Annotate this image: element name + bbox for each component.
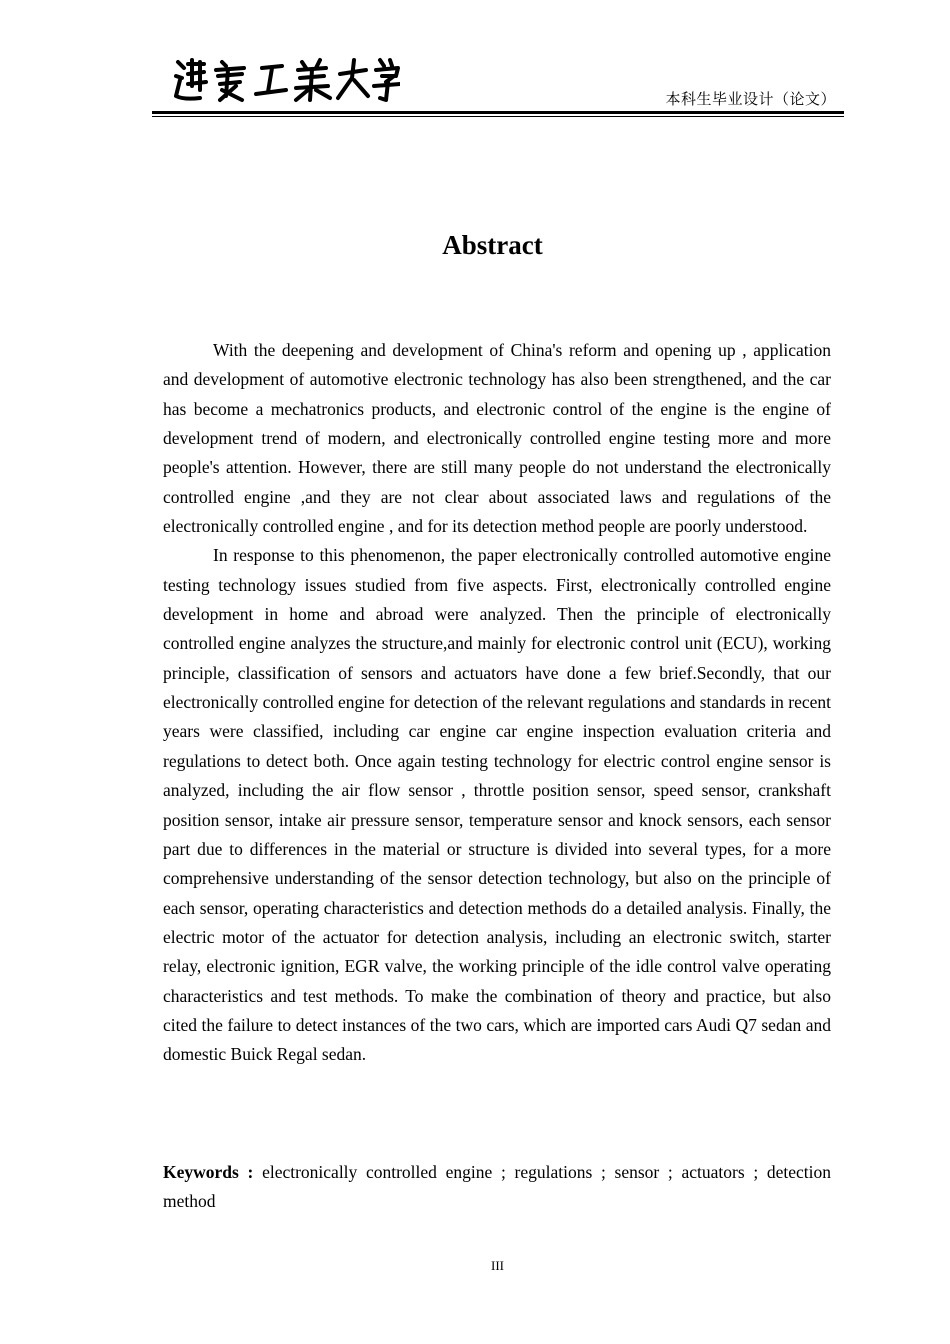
university-logo (170, 56, 400, 104)
keywords-text: electronically controlled engine ; regulations ; sensor ; actuators ; detection method (163, 1162, 832, 1212)
header-rule-thick (152, 111, 844, 114)
keywords-line (163, 1158, 831, 1217)
page-number: III (491, 1258, 504, 1273)
header-rule-thin (152, 116, 844, 117)
abstract-body (163, 336, 831, 1070)
abstract-paragraph-1: With the deepening and development of China's reform and opening up , application and development of automotive electronic technology has also been strengthened, and the car has become a mechatronics products, and electronic control of the engine is the engine of development trend of modern, and electronically controlled engine testing more and more people's attention. However, there are still many people do not understand the electronically controlled engine ,and they are not clear about associated laws and regulations of the electronically controlled engine , and for its detection method people are poorly understood. (163, 340, 831, 537)
abstract-title: Abstract (442, 230, 543, 260)
page-header (152, 48, 844, 118)
header-subtitle: 本科生毕业设计（论文） (665, 92, 836, 108)
abstract-paragraph-2: In response to this phenomenon, the paper electronically controlled automotive engine testing technology issues studied from five aspects. First, electronically controlled engine development in home and abroad were analyzed. Then the principle of electronically controlled engine analyzes the structure,and mainly for electronic control unit (ECU), working principle, classification of sensors and actuators have done a few brief.Secondly, that our electronically controlled engine for detection of the relevant regulations and standards in recent years were classified, including car engine car engine inspection evaluation criteria and regulations to detect both. Once again testing technology for electric control engine sensor is analyzed, including the air flow sensor , throttle position sensor, speed sensor, crankshaft position sensor, intake air pressure sensor, temperature sensor and knock sensors, each sensor part due to differences in the material or structure is divided into several types, for a more comprehensive understanding of the sensor detection technology, but also on the principle of each sensor, operating characteristics and detection methods do a detailed analysis. Finally, the electric motor of the actuator for detection analysis, including an electronic switch, starter relay, electronic ignition, EGR valve, the working principle of the idle control valve operating characteristics and test methods. To make the combination of theory and practice, but also cited the failure to detect instances of the two cars, which are imported cars Audi Q7 sedan and domestic Buick Regal sedan. (163, 545, 831, 1065)
keywords-label: Keywords : (163, 1162, 254, 1182)
